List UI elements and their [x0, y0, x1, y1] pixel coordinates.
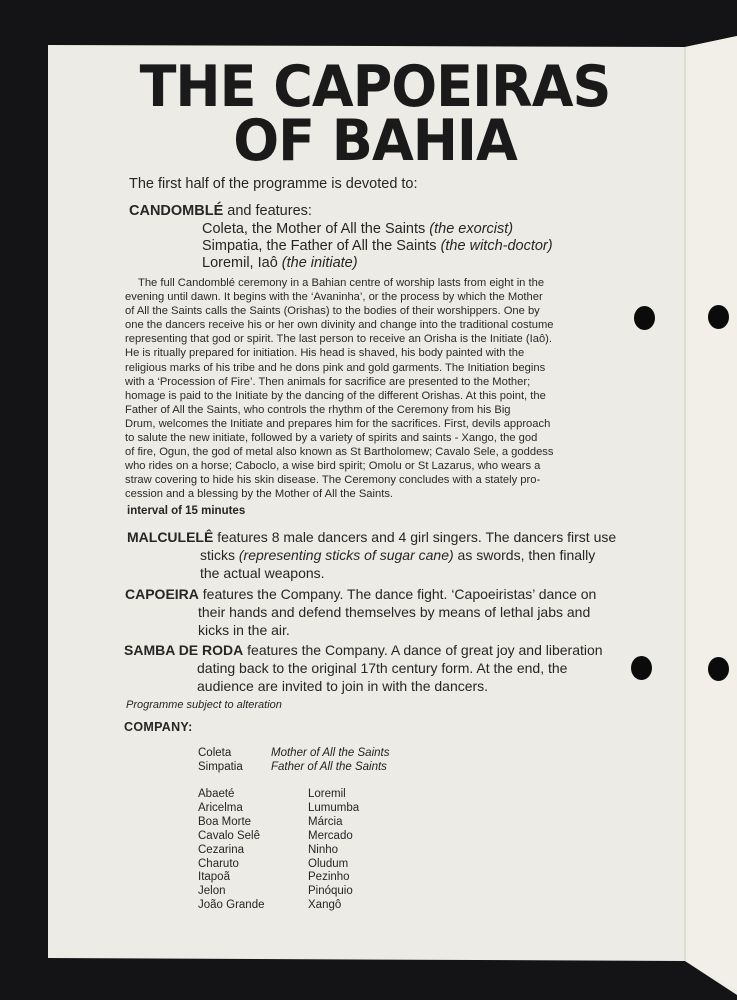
title-line-2: OF BAHIA	[233, 107, 517, 174]
malculele-title: MALCULELÊ	[127, 529, 214, 545]
lead-row	[198, 760, 389, 774]
paragraph-line: homage is paid to the Initiate by the dancing of the different Orishas. At this point, the	[125, 389, 546, 402]
punch-hole	[634, 306, 655, 330]
interval-note: interval of 15 minutes	[127, 505, 246, 517]
feature-role: (the witch-doctor)	[440, 238, 553, 254]
member-name: Cavalo Selê	[198, 829, 261, 842]
member-name: Ninho	[308, 843, 339, 856]
paragraph-line: who rides on a horse; Caboclo, a wise bird spirit; Omolu or St Lazarus, who wears a	[125, 460, 541, 473]
feature-item	[202, 238, 553, 254]
member-name: Jelon	[198, 885, 226, 898]
feature-item	[202, 221, 513, 237]
member-name: Pezinho	[308, 871, 350, 884]
feature-text: Coleta, the Mother of All the Saints	[202, 221, 430, 237]
paragraph-line: with a ‘Procession of Fire’. Then animals for sacrifice are presented to the Mother;	[125, 375, 531, 388]
candomble-heading	[129, 203, 312, 219]
feature-item	[202, 255, 358, 271]
punch-hole	[708, 305, 729, 329]
candomble-suffix: and features:	[223, 203, 312, 219]
punch-hole	[708, 657, 729, 681]
paragraph-line: religious marks of his tribe and he dons pink and gold garments. The Initiation begins	[125, 361, 546, 374]
lead-role: Father of All the Saints	[271, 761, 387, 773]
paragraph-line: The full Candomblé ceremony in a Bahian centre of worship lasts from eight in the	[138, 277, 545, 289]
samba-section	[124, 641, 614, 695]
members-column-2	[308, 788, 359, 913]
section-text: sticks	[200, 547, 239, 563]
paragraph-line: one the dancers receive his or her own divinity and change into the traditional costume	[125, 319, 554, 332]
samba-title: SAMBA DE RODA	[124, 642, 244, 658]
intro-text: The first half of the programme is devoted to:	[129, 176, 418, 192]
feature-role: (the initiate)	[281, 255, 358, 271]
candomble-title: CANDOMBLÉ	[129, 203, 224, 219]
capoeira-section	[125, 585, 615, 639]
paragraph-line: Drum, welcomes the Initiate and prepares him for the sacrifices. First, devils approach	[125, 417, 551, 430]
paragraph-line: He is ritually prepared for initiation. His head is shaved, his body painted with the	[125, 347, 525, 360]
member-name: João Grande	[198, 899, 265, 912]
member-name: Pinóquio	[308, 885, 353, 898]
company-heading: COMPANY:	[124, 720, 193, 734]
feature-text: Loremil, Iaô	[202, 255, 282, 271]
section-text: audience are invited to join in with the dancers.	[197, 678, 489, 694]
member-name: Márcia	[308, 815, 343, 828]
lead-name: Simpatia	[198, 761, 243, 773]
member-name: Itapoã	[198, 871, 230, 884]
punch-hole	[631, 656, 652, 680]
paragraph-line: evening until dawn. It begins with the ‘Avaninha’, or the process by which the Mother	[125, 291, 543, 304]
section-text: dating back to the original 17th century form. At the end, the	[197, 660, 568, 676]
lead-row	[198, 746, 389, 760]
section-text: as swords, then finally	[453, 547, 596, 563]
section-italic: (representing sticks of sugar cane)	[238, 547, 454, 563]
title-line-1: THE CAPOEIRAS	[139, 53, 611, 120]
member-name: Xangô	[308, 899, 342, 912]
member-name: Cezarina	[198, 843, 245, 856]
feature-text: Simpatia, the Father of All the Saints	[202, 238, 441, 254]
members-column-1	[198, 788, 265, 913]
candomble-paragraph	[125, 276, 609, 502]
malculele-section	[127, 528, 617, 582]
member-name: Mercado	[308, 829, 353, 842]
member-name: Oludum	[308, 857, 349, 870]
section-text: features the Company. A dance of great joy and liberation	[243, 642, 603, 658]
member-name: Lumumba	[308, 801, 360, 814]
lead-roles	[198, 746, 389, 774]
paragraph-line: of All the Saints calls the Saints (Orishas) to the bodies of their worshippers. One by	[125, 305, 540, 318]
section-text: their hands and defend themselves by means of lethal jabs and	[198, 604, 591, 620]
section-text: features the Company. The dance fight. ‘Capoeiristas’ dance on	[198, 586, 597, 602]
paragraph-line: representing that god or spirit. The last person to receive an Orisha is the Initiate (Iaô).	[125, 333, 553, 346]
lead-name: Coleta	[198, 747, 232, 759]
member-name: Boa Morte	[198, 815, 252, 828]
feature-role: (the exorcist)	[429, 221, 514, 237]
member-name: Loremil	[308, 788, 346, 800]
paragraph-line: to salute the new initiate, followed by a variety of spirits and saints - Xango, the god	[125, 432, 538, 445]
capoeira-title: CAPOEIRA	[125, 586, 199, 602]
paragraph-line: of fire, Ogun, the god of metal also known as St Bartholomew; Cavalo Sele, a goddess	[125, 446, 554, 459]
paragraph-line: straw covering to hide his skin disease. The Ceremony concludes with a stately pro-	[125, 474, 541, 487]
member-name: Abaeté	[198, 788, 235, 800]
paragraph-line: Father of All the Saints, who controls the rhythm of the Ceremony from his Big	[125, 403, 511, 416]
section-text: the actual weapons.	[200, 565, 325, 581]
section-text: kicks in the air.	[198, 622, 290, 638]
member-name: Aricelma	[198, 801, 243, 814]
paragraph-line: cession and a blessing by the Mother of All the Saints.	[125, 488, 394, 501]
lead-role: Mother of All the Saints	[271, 747, 390, 759]
section-text: features 8 male dancers and 4 girl singers. The dancers first use	[213, 529, 617, 545]
member-name: Charuto	[198, 857, 239, 870]
alteration-note: Programme subject to alteration	[126, 699, 282, 711]
